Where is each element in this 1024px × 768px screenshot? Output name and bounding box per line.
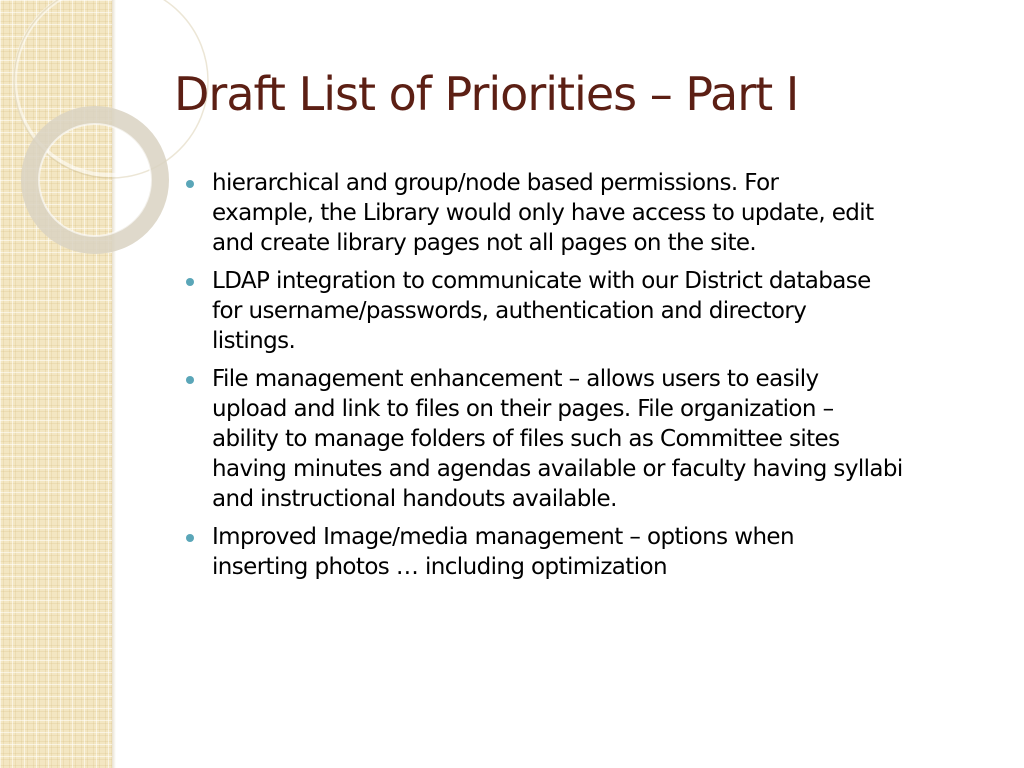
bullet-dot-icon [186,278,194,286]
bullet-dot-icon [186,534,194,542]
bullet-dot-icon [186,180,194,188]
bullet-item-ldap [184,266,998,356]
bullet-text: hierarchical and group/node based permissions. For example, the Library would only have access to update, edit and create library pages not all pages on the site. [212,170,874,256]
bullet-text: Improved Image/media management – options when inserting photos … including optimization [212,524,794,580]
bullet-dot-icon [186,376,194,384]
bullet-item-permissions [184,168,998,258]
slide-title: Draft List of Priorities – Part I [174,67,799,121]
bullet-text: LDAP integration to communicate with our District database for username/passwords, authentication and directory listings. [212,268,871,354]
bullet-item-file-management [184,364,998,514]
bullet-list [184,168,998,582]
decorative-ring-small [30,115,160,245]
bullet-item-image-media [184,522,998,582]
decorative-ring-small-highlight [39,124,151,236]
decorative-rings [0,0,200,260]
bullet-text: File management enhancement – allows users to easily upload and link to files on their pages. File organization – ability to manage folders of files such as Committee sites having minutes and agendas available or faculty having syllabi and instructional handouts available. [212,366,903,512]
slide-content [184,168,998,590]
